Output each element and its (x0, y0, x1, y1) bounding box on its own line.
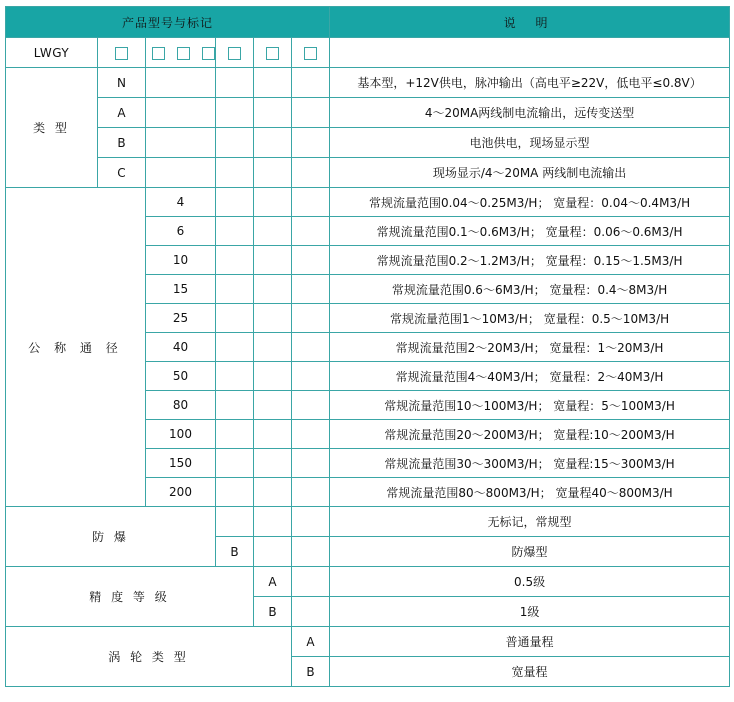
checkbox-square (228, 47, 241, 60)
spacer-cell (254, 246, 292, 275)
spacer-cell (292, 507, 330, 537)
spacer-cell (254, 537, 292, 567)
diameter-code-10: 10 (146, 246, 216, 275)
spacer-cell (292, 420, 330, 449)
spacer-cell (254, 478, 292, 507)
checkbox-square-group (146, 46, 221, 60)
type-row-n (6, 68, 730, 98)
type-code-n: N (98, 68, 146, 98)
spacer-cell (254, 275, 292, 304)
spacer-cell (254, 188, 292, 217)
spacer-cell (292, 128, 330, 158)
turbine-row-a (6, 627, 730, 657)
type-code-b: B (98, 128, 146, 158)
diameter-desc-200: 常规流量范围80～800M3/H； 宽量程40～800M3/H (330, 478, 730, 507)
spacer-cell (292, 567, 330, 597)
accuracy-desc-a: 0.5级 (330, 567, 730, 597)
diameter-code-40: 40 (146, 333, 216, 362)
spacer-cell (292, 478, 330, 507)
type-row-b (6, 128, 730, 158)
turbine-code-b: B (292, 657, 330, 687)
model-box-group-2 (146, 38, 216, 68)
spacer-cell (254, 420, 292, 449)
spacer-cell (292, 246, 330, 275)
spacer-cell (292, 362, 330, 391)
type-desc-n: 基本型，+12V供电，脉冲输出（高电平≥22V，低电平≤0.8V） (330, 68, 730, 98)
spacer-cell (216, 304, 254, 333)
checkbox-square (304, 47, 317, 60)
spacer-cell (146, 158, 216, 188)
section-label-accuracy-class: 精 度 等 级 (6, 567, 254, 627)
checkbox-square (152, 47, 165, 60)
spacer-cell (292, 188, 330, 217)
type-desc-a: 4～20MA两线制电流输出，远传变送型 (330, 98, 730, 128)
spacer-cell (292, 304, 330, 333)
spacer-cell (146, 128, 216, 158)
spacer-cell (216, 275, 254, 304)
model-box-5 (292, 38, 330, 68)
spacer-cell (216, 158, 254, 188)
turbine-code-a: A (292, 627, 330, 657)
type-code-c: C (98, 158, 146, 188)
checkbox-square (177, 47, 190, 60)
explosion-desc-b: 防爆型 (330, 537, 730, 567)
spacer-cell (216, 449, 254, 478)
spacer-cell (216, 217, 254, 246)
spacer-cell (292, 391, 330, 420)
turbine-desc-b: 宽量程 (330, 657, 730, 687)
diameter-desc-10: 常规流量范围0.2～1.2M3/H； 宽量程：0.15～1.5M3/H (330, 246, 730, 275)
accuracy-row-a (6, 567, 730, 597)
spacer-cell (254, 128, 292, 158)
accuracy-code-b: B (254, 597, 292, 627)
spacer-cell (216, 391, 254, 420)
diameter-desc-150: 常规流量范围30～300M3/H； 宽量程:15～300M3/H (330, 449, 730, 478)
checkbox-square (202, 47, 215, 60)
diameter-code-150: 150 (146, 449, 216, 478)
section-label-explosion-proof: 防 爆 (6, 507, 216, 567)
diameter-code-4: 4 (146, 188, 216, 217)
model-box-3 (216, 38, 254, 68)
diameter-code-6: 6 (146, 217, 216, 246)
diameter-code-50: 50 (146, 362, 216, 391)
diameter-desc-25: 常规流量范围1～10M3/H； 宽量程：0.5～10M3/H (330, 304, 730, 333)
section-label-turbine-type: 涡 轮 类 型 (6, 627, 292, 687)
spacer-cell (292, 333, 330, 362)
spacer-cell (216, 420, 254, 449)
model-row-desc (330, 38, 730, 68)
spacer-cell (292, 597, 330, 627)
spacer-cell (292, 98, 330, 128)
checkbox-square (266, 47, 279, 60)
diameter-code-25: 25 (146, 304, 216, 333)
model-row (6, 38, 730, 68)
spacer-cell (254, 304, 292, 333)
type-code-a: A (98, 98, 146, 128)
spacer-cell (292, 275, 330, 304)
diameter-desc-80: 常规流量范围10～100M3/H； 宽量程：5～100M3/H (330, 391, 730, 420)
spacer-cell (254, 158, 292, 188)
spacer-cell (254, 333, 292, 362)
spacer-cell (292, 158, 330, 188)
spacer-cell (216, 128, 254, 158)
spacer-cell (216, 246, 254, 275)
accuracy-desc-b: 1级 (330, 597, 730, 627)
diameter-desc-100: 常规流量范围20～200M3/H； 宽量程:10～200M3/H (330, 420, 730, 449)
explosion-code-standard (216, 507, 254, 537)
explosion-desc-standard: 无标记，常规型 (330, 507, 730, 537)
spacer-cell (216, 478, 254, 507)
diameter-code-100: 100 (146, 420, 216, 449)
spacer-cell (292, 217, 330, 246)
type-desc-b: 电池供电，现场显示型 (330, 128, 730, 158)
spacer-cell (146, 98, 216, 128)
diameter-desc-15: 常规流量范围0.6～6M3/H； 宽量程：0.4～8M3/H (330, 275, 730, 304)
turbine-desc-a: 普通量程 (330, 627, 730, 657)
section-label-nominal-diameter: 公 称 通 径 (6, 188, 146, 507)
diameter-row-4 (6, 188, 730, 217)
spacer-cell (254, 391, 292, 420)
diameter-desc-6: 常规流量范围0.1～0.6M3/H； 宽量程：0.06～0.6M3/H (330, 217, 730, 246)
explosion-code-b: B (216, 537, 254, 567)
table-header-row (6, 7, 730, 38)
model-box-4 (254, 38, 292, 68)
spacer-cell (292, 68, 330, 98)
diameter-code-200: 200 (146, 478, 216, 507)
diameter-desc-40: 常规流量范围2～20M3/H； 宽量程：1～20M3/H (330, 333, 730, 362)
checkbox-square (115, 47, 128, 60)
spacer-cell (216, 98, 254, 128)
header-left-title: 产品型号与标记 (6, 7, 330, 38)
header-right-title: 说 明 (330, 7, 730, 38)
spacer-cell (254, 362, 292, 391)
spacer-cell (216, 188, 254, 217)
spacer-cell (216, 68, 254, 98)
accuracy-code-a: A (254, 567, 292, 597)
model-code: LWGY (6, 38, 98, 68)
spacer-cell (254, 68, 292, 98)
spacer-cell (216, 333, 254, 362)
model-box-1 (98, 38, 146, 68)
type-row-c (6, 158, 730, 188)
spacer-cell (254, 98, 292, 128)
product-model-spec-table (5, 6, 730, 687)
spacer-cell (292, 537, 330, 567)
explosion-row-standard (6, 507, 730, 537)
diameter-code-15: 15 (146, 275, 216, 304)
diameter-desc-4: 常规流量范围0.04～0.25M3/H； 宽量程：0.04～0.4M3/H (330, 188, 730, 217)
spacer-cell (254, 507, 292, 537)
spacer-cell (146, 68, 216, 98)
spacer-cell (292, 449, 330, 478)
section-label-type: 类 型 (6, 68, 98, 188)
type-row-a (6, 98, 730, 128)
spacer-cell (254, 449, 292, 478)
diameter-desc-50: 常规流量范围4～40M3/H； 宽量程：2～40M3/H (330, 362, 730, 391)
spacer-cell (216, 362, 254, 391)
spacer-cell (254, 217, 292, 246)
diameter-code-80: 80 (146, 391, 216, 420)
type-desc-c: 现场显示/4～20MA 两线制电流输出 (330, 158, 730, 188)
